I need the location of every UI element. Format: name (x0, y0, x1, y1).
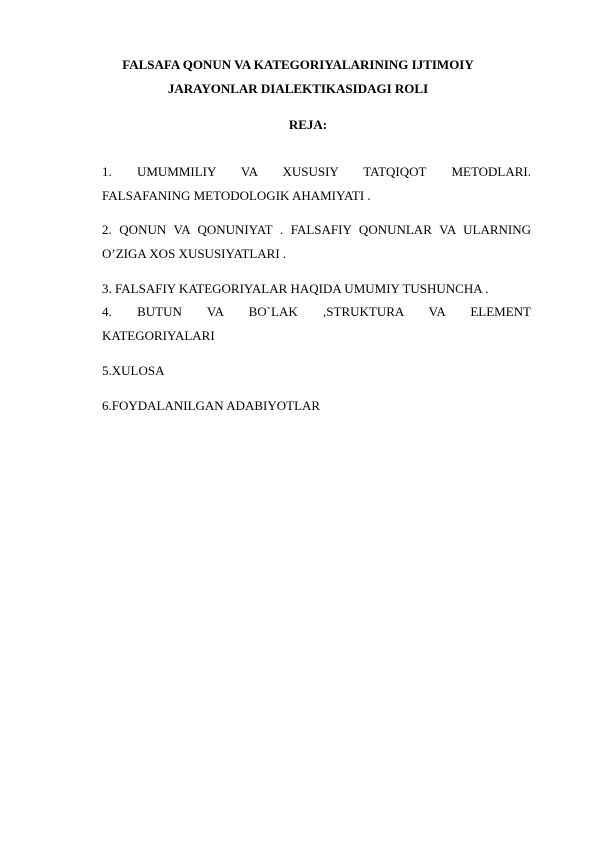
plan-item-2-line-1: 2. QONUN VA QONUNIYAT . FALSAFIY QONUNLAR VA ULARNING (102, 222, 531, 237)
plan-item-1-line-1: 1. UMUMMILIY VA XUSUSIY TATQIQOT METODLARI. (102, 164, 531, 179)
plan-item-4-line-1: 4. BUTUN VA BO`LAK ,STRUKTURA VA ELEMENT (102, 304, 531, 319)
plan-item-6: 6.FOYDALANILGAN ADABIYOTLAR (102, 398, 321, 413)
plan-heading: REJA: (288, 117, 328, 132)
title-line-1: FALSAFA QONUN VA KATEGORIYALARINING IJTIMOIY (122, 57, 474, 72)
plan-item-3: 3. FALSAFIY KATEGORIYALAR HAQIDA UMUMIY TUSHUNCHA . (102, 281, 489, 296)
plan-item-1-line-2: FALSAFANING METODOLOGIK AHAMIYATI . (102, 188, 371, 203)
plan-item-4-line-2: KATEGORIYALARI (102, 328, 215, 343)
plan-item-2-line-2: O’ZIGA XOS XUSUSIYATLARI . (102, 246, 287, 261)
title-line-2: JARAYONLAR DIALEKTIKASIDAGI ROLI (167, 81, 429, 96)
plan-item-5: 5.XULOSA (102, 363, 165, 378)
